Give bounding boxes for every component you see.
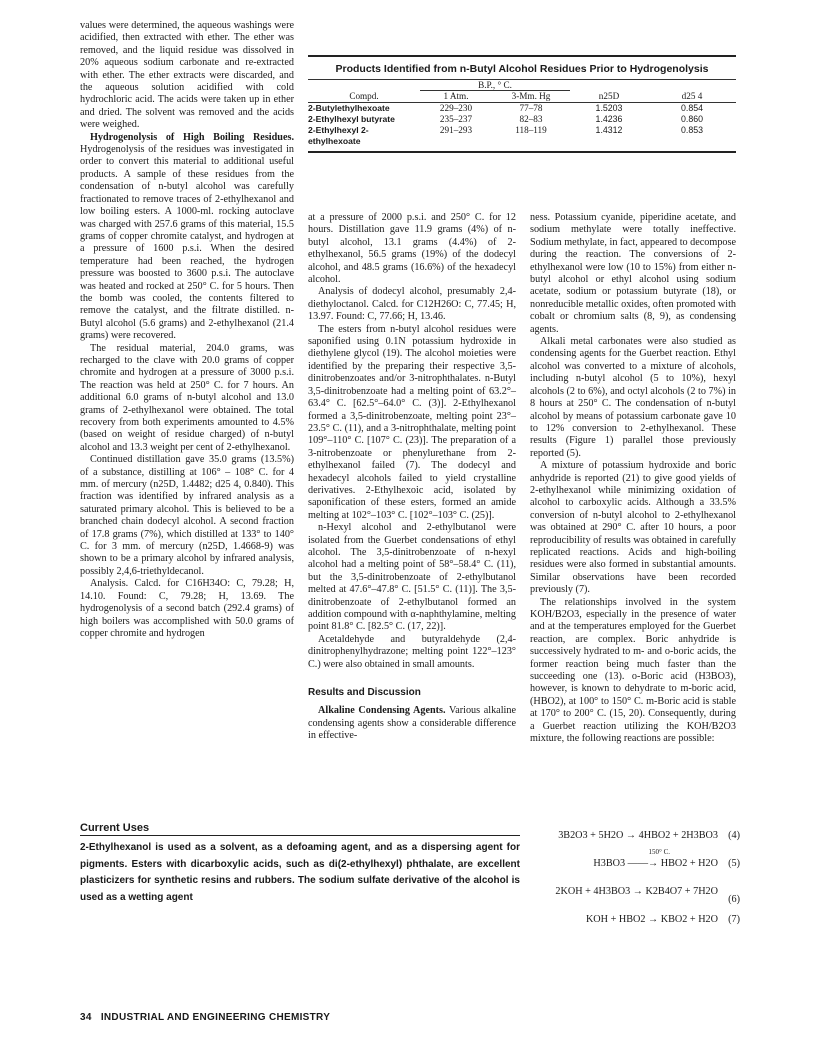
journal-name: INDUSTRIAL AND ENGINEERING CHEMISTRY	[100, 1012, 331, 1023]
paragraph: Alkali metal carbonates were also studied as condensing agents for the Guerbet reaction. Ethyl alcohol was converted to a mixture of alcohols, including n-butyl alcohol (5 to 10%), hexyl alcohols (2 to 6%), and octyl alcohols (2 to 7%) in 8 hours at 250° C. The condensation of n-butyl alcohol by means of potassium carbonate gave 10 to 12% conversion to 2-ethylhexanol. These results (Figure 1) parallel those previously reported (5).	[530, 336, 736, 459]
page-number: 34	[80, 1012, 92, 1023]
table-cell: 1.4236	[595, 114, 623, 124]
paragraph: A mixture of potassium hydroxide and boric anhydride is reported (21) to give good yields of 2-ethylhexanol while minimizing oxidation of alcohol to carboxylic acids. Although a 33.5% conversion of n-butyl alcohol to 2-ethylhexanol was obtained at 290° C. after 10 hours, a poor reproducibility of results was obtained in carefully replicated reactions. Acids and high-boiling residues were also formed in substantial amounts. Similar observations have been recorded previously (7).	[530, 460, 736, 596]
paragraph: ness. Potassium cyanide, piperidine acetate, and sodium methylate were totally ineffective. Sodium methylate, in fact, appeared to decompose during the reaction. The conversions of 2-ethylhexanol were low (10 to 15%) from either n-butyl alcohol or ethyl alcohol using sodium acetate, sodium or potassium butyrate (18), or nonreducible metallic oxides, often promoted with cobalt or chromium salts (8, 9), as condensing agents.	[530, 212, 736, 335]
table-cell: 1.5203	[595, 103, 623, 113]
equation-text: 2KOH + 4H3BO3 → K2B4O7 + 7H2O	[555, 886, 718, 897]
paragraph: values were determined, the aqueous washings were acidified, then extracted with ether. The ether was removed, and the liquid residue was dissolved in 20% aqueous sodium carbonate and re-extracted with ether. The ether extracts were discarded, and the aqueous solution acidified with cold hydrochloric acid. The acids were taken up in ether and dried. The solvent was removed and the acids were weighed.	[80, 20, 294, 131]
table-cell: 1.4312	[595, 125, 623, 135]
equation	[530, 910, 740, 938]
paragraph-text: Various alkaline condensing agents show a considerable difference in effective-	[308, 705, 516, 742]
table-row	[308, 103, 736, 114]
column-right	[530, 212, 736, 745]
table-cell: 235–237	[439, 114, 473, 124]
current-uses-text: 2-Ethylhexanol is used as a solvent, as a defoaming agent, and as a dispersing agent for pigments. Esters with dicarboxylic acids, such as di(2-ethylhexyl) phthalate, are excellent plasticizers for synthetic resins and rubbers. The sodium sulfate derivative of the alcohol is used as a wetting agent	[80, 842, 520, 903]
header-cell: d25 4	[681, 91, 703, 101]
table-cell: 82–83	[519, 114, 543, 124]
current-uses-box	[80, 822, 520, 906]
table-cell: 77–78	[519, 103, 543, 113]
table-cell: 229–230	[439, 103, 473, 113]
table-cell: 2-Butylethylhexoate	[308, 103, 390, 113]
table-cell: 2-Ethylhexyl 2-ethylhexoate	[308, 125, 369, 146]
table-cell: 291–293	[439, 125, 473, 135]
table-bottom-rule	[308, 151, 736, 153]
current-uses-heading: Current Uses	[80, 822, 520, 836]
table-body	[308, 103, 736, 147]
paragraph: The esters from n-butyl alcohol residues were saponified using 0.1N potassium hydroxide in diethylene glycol (19). The alcohol moieties were identified by the preparing their respective 3,5-dinitrobenzoates and/or 3-nitrophthalates. n-Butyl 3,5-dinitrobenzoate had a melting point of 63.2°–63.4° C. [62.5°–64.0° C. (3)]. 2-Ethylhexanol formed a 3,5-dinitrobenzoate, melting point 23°–23.5° C. (11), and a 3-nitrophthalate, melting point 109°–110° C. [107° C. (23)]. The preparation of a 3-nitrobenzoate or phenylurethane from 2-ethylhexanol failed (7). The dodecyl and hexadecyl alcohols failed to yield crystalline derivatives. 2-Ethylhexoic acid, isolated by saponification of these esters, formed an amide melting at 102°–103° C. [102°–103° C. (25)].	[308, 323, 516, 521]
table-row	[308, 114, 736, 125]
header-cell: n25D	[598, 91, 620, 101]
equation-text: 3B2O3 + 5H2O → 4HBO2 + 2H3BO3	[558, 830, 718, 841]
table-title: Products Identified from n-Butyl Alcohol Residues Prior to Hydrogenolysis	[335, 63, 709, 75]
header-cell: Compd.	[349, 91, 379, 101]
equation-number: (6)	[728, 894, 740, 905]
paragraph	[308, 705, 516, 742]
paragraph: Acetaldehyde and butyraldehyde (2,4-dinitrophenylhydrazone; melting point 122°–123° C.) were also obtained in small amounts.	[308, 633, 516, 670]
paragraph: Continued distillation gave 35.0 grams (13.5%) of a substance, distilling at 106° – 108° C. for 4 mm. of mercury (n25D, 1.4482; d25 4, 0.840). This fraction was identified by infrared analysis as a saturated primary alcohol. This is believed to be a branched chain dodecyl alcohol. A second fraction of 17.8 grams (7%), which distilled at 133° to 140° C. for 3 mm. of mercury (n25D, 1.4668-9) was shown to be a primary alcohol by infrared analysis, possibly 2,4,6-triethyldecanol.	[80, 454, 294, 577]
products-table	[308, 55, 736, 153]
equation-text: H3BO3 ——→ HBO2 + H2O	[593, 858, 718, 869]
table-cell: 0.854	[680, 103, 703, 113]
table-cell: 2-Ethylhexyl butyrate	[308, 114, 395, 124]
equation-number: (4)	[728, 830, 740, 841]
column-middle	[308, 212, 516, 743]
paragraph: n-Hexyl alcohol and 2-ethylbutanol were isolated from the Guerbet condensations of ethyl alcohol. The 3,5-dinitrobenzoate of n-hexyl alcohol had a melting point of 58°–58.4° C. (11), but the 3,5-dinitrobenzoate of 2-ethylbutanol melted at 47.6°–47.8° C. [51.5° C. (11)]. The 3,5-dinitrobenzoate of 2-ethylbutanol formed an addition compound with α-naphthylamine, melting point 81.8° C. [82.5° C. (17, 22)].	[308, 522, 516, 633]
equation	[530, 882, 740, 910]
header-cell: 3-Mm. Hg	[511, 91, 551, 101]
paragraph: Analysis. Calcd. for C16H34O: C, 79.28; H, 14.10. Found: C, 79.28; H, 13.69. The hydrogenolysis of a second batch (292.4 grams) of high boilers was accomplished with 50.0 grams of copper chromite and hydrogen	[80, 578, 294, 639]
equation	[530, 848, 740, 882]
header-cell: 1 Atm.	[443, 91, 469, 101]
table-header-row	[308, 91, 736, 102]
table-cell: 0.860	[680, 114, 703, 124]
section-heading-results: Results and Discussion	[308, 687, 421, 699]
table-row	[308, 125, 736, 147]
paragraph-text: Hydrogenolysis of the residues was investigated in order to convert this material to additional useful products. A sample of these residues from the condensation of n-butyl alcohol was carefully fractionated to remove traces of 2-ethylhexanol and low boiling esters. A 1000-ml. rocking autoclave was charged with 257.6 grams of this material, 15.5 grams of copper chromite catalyst, and hydrogen at a pressure of 1600 p.s.i. When the desired temperature had been reached, the hydrogen pressure was boosted to 3600 p.s.i. The autoclave was heated and rocked at 250° C. for 5 hours. Then the bomb was cooled, the contents filtered to remove the catalyst, and the filtrate distilled. n-Butyl alcohol (5.6 grams) and 2-ethylhexanol (21.4 grams) were recovered.	[80, 144, 294, 342]
equation-number: (7)	[728, 914, 740, 925]
paragraph: Analysis of dodecyl alcohol, presumably 2,4-diethyloctanol. Calcd. for C12H26O: C, 77.45; H, 13.97. Found: C, 77.66; H, 13.46.	[308, 286, 516, 323]
paragraph: The residual material, 204.0 grams, was recharged to the clave with 20.0 grams of copper chromite and hydrogen at a pressure of 3000 p.s.i. The reaction was held at 250° C. for 7 hours. An additional 6.0 grams of n-butyl alcohol and 13.0 grams of 2-ethylhexanol were obtained. The total recovery from both experiments amounted to 4.5% (based on weight of residue charged) of n-butyl alcohol and 13.3 weight per cent of 2-ethylhexanol.	[80, 342, 294, 453]
reaction-equations	[530, 826, 740, 938]
paragraph	[80, 132, 294, 343]
equation-text: KOH + HBO2 → KBO2 + H2O	[585, 914, 718, 925]
table-cell: 0.853	[680, 125, 703, 135]
section-heading: Hydrogenolysis of High Boiling Residues.	[90, 131, 294, 143]
page-footer	[80, 1012, 330, 1023]
column-left	[80, 20, 294, 640]
paragraph: The relationships involved in the system KOH/B2O3, especially in the presence of water and at the temperatures employed for the Guerbet reaction, are complex. Boric anhydride is successively hydrated to m- and o-boric acids, the former reaction being much faster than the succeeding one (13). o-Boric acid (H3BO3), however, is known to dehydrate to m-boric acid, (HBO2), at 100° to 150° C. m-Boric acid is stable at 170° to 200° C. (15, 20). Consequently, during a Guerbet reaction utilizing the KOH/B2O3 mixture, the following reactions are possible:	[530, 596, 736, 745]
paragraph: at a pressure of 2000 p.s.i. and 250° C. for 12 hours. Distillation gave 11.9 grams (4%) of n-butyl alcohol, 13.1 grams (4.4%) of 2-ethylhexanol, 56.5 grams (19%) of the dodecyl alcohol, and 48.5 grams (16.6%) of the hexadecyl alcohol.	[308, 212, 516, 286]
table-spanner	[308, 80, 736, 91]
equation	[530, 826, 740, 854]
table-cell: 118–119	[515, 125, 547, 135]
bp-label: B.P., ° C.	[420, 80, 570, 91]
equation-number: (5)	[728, 858, 740, 869]
subsection-heading: Alkaline Condensing Agents.	[318, 705, 446, 717]
reaction-condition: 150° C.	[648, 848, 670, 856]
